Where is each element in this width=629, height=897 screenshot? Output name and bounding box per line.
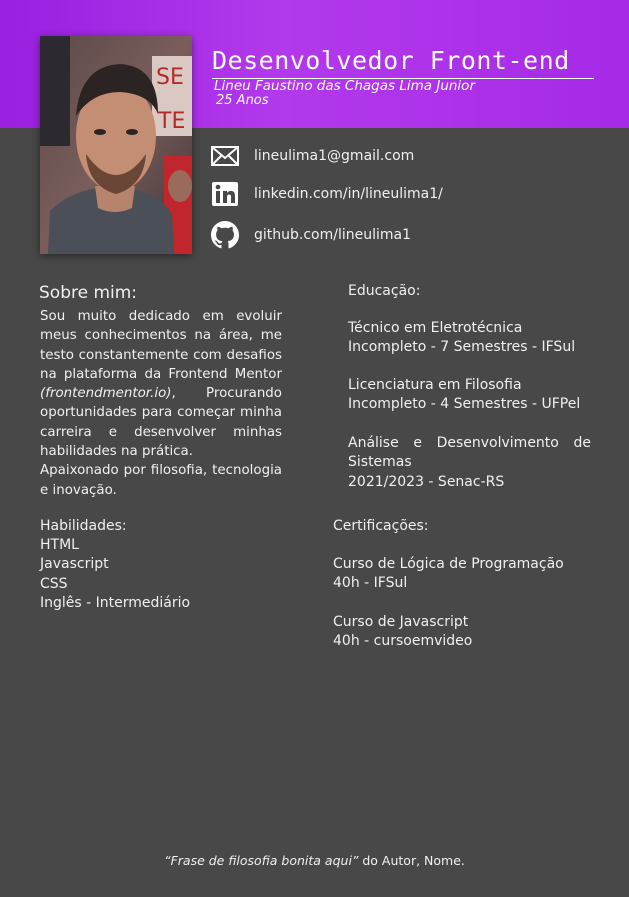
education-name: Análise e Desenvolvimento de bbox=[348, 435, 591, 451]
education-detail: Incompleto - 4 Semestres - UFPel bbox=[348, 396, 581, 413]
education-name-cont: Sistemas bbox=[348, 454, 412, 471]
education-detail: 2021/2023 - Senac-RS bbox=[348, 473, 505, 490]
certifications-title: Certificações: bbox=[333, 518, 429, 534]
about-text-2: , Procurando oportunidades para começar minha carreira e desenvolver minhas habilidades na prática. bbox=[40, 386, 282, 460]
frontendmentor-link[interactable]: (frontendmentor.io) bbox=[40, 386, 172, 402]
job-title: Desenvolvedor Front-end bbox=[212, 44, 594, 79]
certification-name: Curso de Lógica de Programação bbox=[333, 556, 564, 572]
skill-item: HTML bbox=[40, 537, 79, 553]
linkedin-icon bbox=[210, 180, 240, 208]
certification-item bbox=[333, 555, 564, 594]
svg-text:SE: SE bbox=[156, 65, 184, 90]
certification-detail: 40h - cursoemvideo bbox=[333, 633, 473, 650]
skills-title: Habilidades: bbox=[40, 518, 127, 534]
footer-quote bbox=[0, 853, 629, 868]
education-name: Licenciatura em Filosofia bbox=[348, 377, 522, 393]
skill-item: CSS bbox=[40, 575, 68, 592]
certification-item bbox=[333, 613, 472, 652]
skill-item: Javascript bbox=[40, 556, 109, 573]
email-icon bbox=[210, 142, 240, 170]
education-item bbox=[348, 319, 591, 358]
education-item bbox=[348, 434, 591, 492]
contact-linkedin[interactable] bbox=[210, 180, 443, 208]
education-name: Técnico em Eletrotécnica bbox=[348, 320, 523, 336]
skill-item: Inglês - Intermediário bbox=[40, 594, 191, 611]
svg-text:TE: TE bbox=[158, 109, 186, 134]
about-text bbox=[40, 307, 282, 500]
education-title: Educação: bbox=[348, 283, 421, 299]
github-text[interactable]: github.com/lineulima1 bbox=[254, 227, 412, 243]
contact-github[interactable] bbox=[210, 221, 411, 249]
contact-email[interactable] bbox=[210, 142, 414, 170]
profile-photo bbox=[40, 36, 192, 254]
about-title: Sobre mim: bbox=[39, 283, 138, 303]
linkedin-text[interactable]: linkedin.com/in/lineulima1/ bbox=[254, 186, 443, 202]
age: 25 Anos bbox=[216, 93, 269, 108]
skills-list bbox=[40, 536, 190, 613]
quote-author: do Autor, Nome. bbox=[358, 853, 465, 868]
github-icon bbox=[210, 221, 240, 249]
about-text-1: Sou muito dedicado em evoluir meus conhecimentos na área, me testo constantemente com desafios na plataforma da Frontend Mentor bbox=[40, 309, 282, 382]
quote-text: “Frase de filosofia bonita aqui” bbox=[164, 853, 359, 868]
certification-detail: 40h - IFSul bbox=[333, 575, 408, 592]
education-detail: Incompleto - 7 Semestres - IFSul bbox=[348, 339, 576, 356]
full-name: Lineu Faustino das Chagas Lima Junior bbox=[214, 78, 475, 94]
about-text-3: Apaixonado por filosofia, tecnologia e inovação. bbox=[40, 463, 282, 498]
certification-name: Curso de Javascript bbox=[333, 614, 469, 630]
education-item bbox=[348, 376, 591, 415]
email-text[interactable]: lineulima1@gmail.com bbox=[254, 148, 415, 164]
